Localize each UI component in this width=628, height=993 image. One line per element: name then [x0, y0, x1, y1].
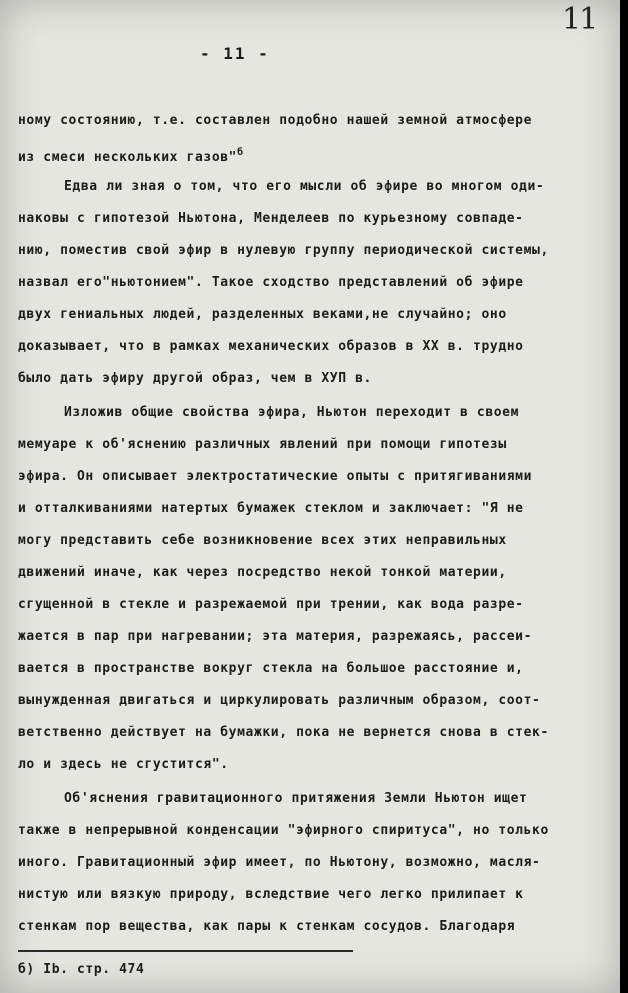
text-line: было дать эфиру другой образ, чем в XУП в.: [18, 371, 372, 386]
footnote: б) Ib. стр. 474: [18, 962, 145, 977]
footnote-divider: [18, 950, 353, 952]
text-line: наковы с гипотезой Ньютона, Менделеев по курьезному совпаде-: [18, 211, 524, 226]
text-line: доказывает, что в рамках механических образов в XX в. трудно: [18, 339, 524, 354]
text-line: ветственно действует на бумажки, пока не вернется снова в стек-: [18, 725, 549, 740]
text-line: Едва ли зная о том, что его мысли об эфире во многом оди-: [64, 179, 545, 194]
text-line: также в непрерывной конденсации "эфирного спиритуса", но только: [18, 823, 549, 838]
text-line: мемуаре к об'яснению различных явлений при помощи гипотезы: [18, 437, 507, 452]
text-line: стенкам пор вещества, как пары к стенкам сосудов. Благодаря: [18, 919, 516, 934]
text-line: сгущенной в стекле и разрежаемой при трении, как вода разре-: [18, 597, 524, 612]
text-line: и отталкиваниями натертых бумажек стеклом и заключает: "Я не: [18, 501, 524, 516]
text-line: из смеси нескольких газов"$^б$: [18, 147, 244, 165]
text-line: Об'яснения гравитационного притяжения Земли Ньютон ищет: [64, 791, 528, 806]
text-line: могу представить себе возникновение всех этих неправильных: [18, 533, 507, 548]
text-line: Изложив общие свойства эфира, Ньютон переходит в своем: [64, 405, 520, 420]
handwritten-page-mark: 11: [562, 2, 597, 37]
text-line: ло и здесь не сгустится".: [18, 757, 229, 772]
text-line: нистую или вязкую природу, вследствие чего легко прилипает к: [18, 887, 524, 902]
text-line: эфира. Он описывает электростатические опыты с притягиваниями: [18, 469, 533, 484]
text-line: вается в пространстве вокруг стекла на большое расстояние и,: [18, 661, 524, 676]
text-line: вынужденная двигаться и циркулировать различным образом, соот-: [18, 693, 541, 708]
text-line: двух гениальных людей, разделенных веками,не случайно; оно: [18, 307, 507, 322]
footnote-reference: б: [237, 147, 244, 158]
text-line: нию, поместив свой эфир в нулевую группу периодической системы,: [18, 243, 549, 258]
text-line: движений иначе, как через посредство некой тонкой материи,: [18, 565, 507, 580]
text-line: назвал его"ньютонием". Такое сходство представлений об эфире: [18, 275, 524, 290]
text-line: иного. Гравитационный эфир имеет, по Ньютону, возможно, масля-: [18, 855, 541, 870]
text-line: ному состоянию, т.е. составлен подобно нашей земной атмосфере: [18, 113, 533, 128]
page-number: - 11 -: [200, 44, 270, 63]
text-line: жается в пар при нагревании; эта материя, разрежаясь, рассеи-: [18, 629, 533, 644]
